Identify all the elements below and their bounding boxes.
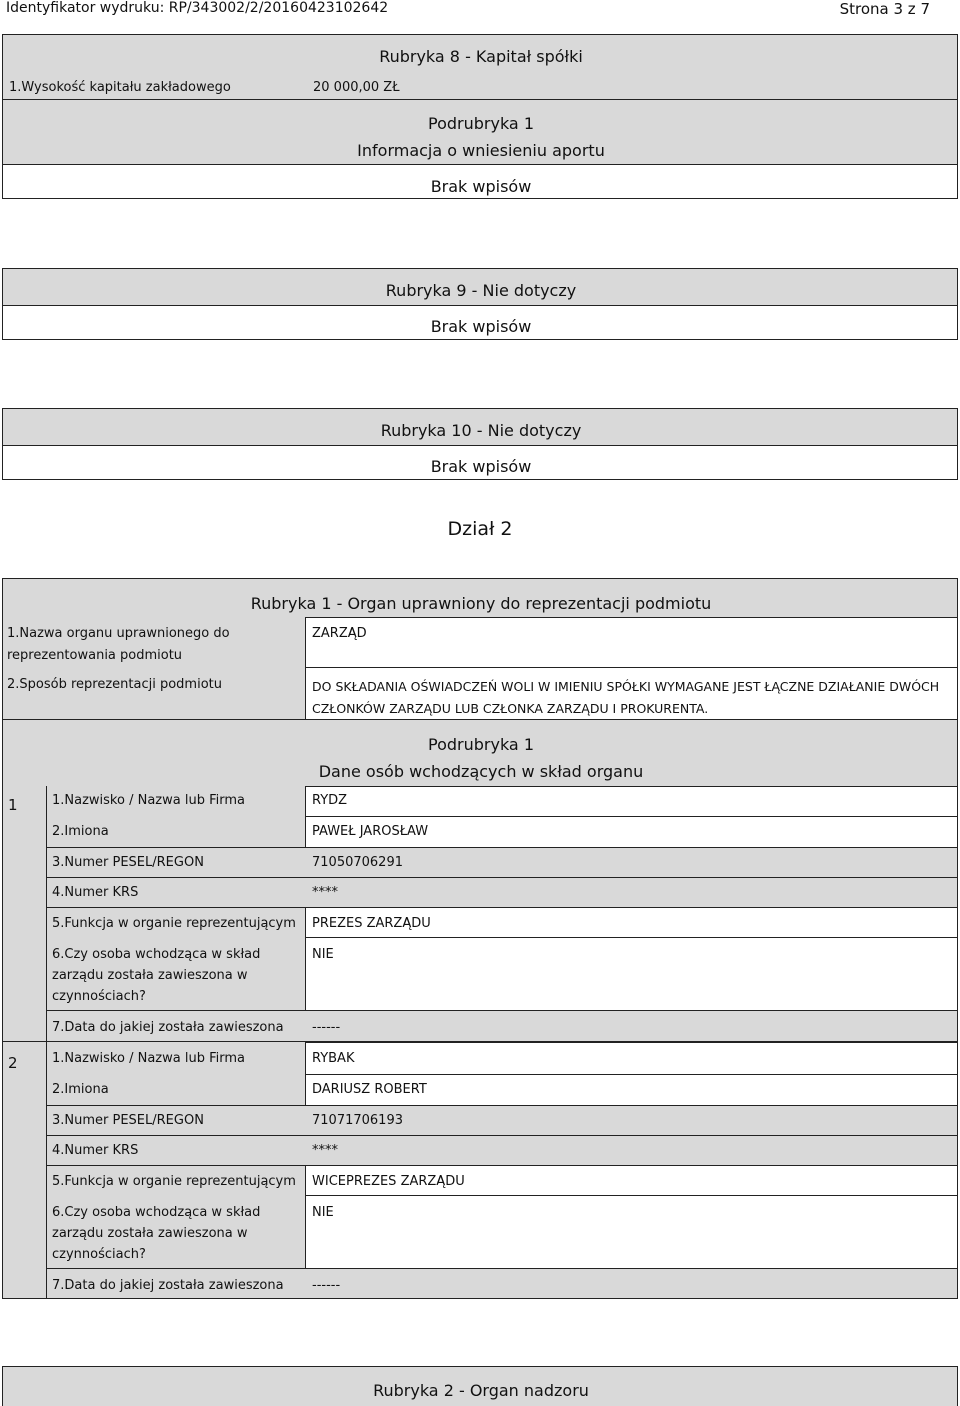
person-value-surname: RYBAK bbox=[312, 1051, 355, 1066]
aport-subrubric-title: Podrubryka 1 bbox=[428, 114, 534, 133]
representation-method-value: DO SKŁADANIA OŚWIADCZEŃ WOLI W IMIENIU SPÓŁKI WYMAGANE JEST ŁĄCZNE DZIAŁANIE DWÓCH CZŁONKÓW ZARZĄDU LUB CZŁONKA ZARZĄDU I PROKURENTA. bbox=[312, 679, 940, 716]
person-value-surname: RYDZ bbox=[312, 793, 348, 808]
capital-label: 1.Wysokość kapitału zakładowego bbox=[9, 80, 231, 95]
rubryka10-title: Rubryka 10 - Nie dotyczy bbox=[380, 421, 582, 440]
organ-name-value: ZARZĄD bbox=[312, 626, 367, 641]
person-label-suspended-date: 7.Data do jakiej została zawieszona bbox=[52, 1020, 284, 1035]
person-number: 2 bbox=[8, 1054, 18, 1072]
person-label-suspended: 6.Czy osoba wchodząca w skład zarządu została zawieszona w czynnościach? bbox=[52, 947, 261, 1004]
person-value-box bbox=[305, 786, 958, 817]
dzial-title: Dział 2 bbox=[447, 518, 513, 540]
person-value-box bbox=[305, 1195, 958, 1269]
person-label-suspended-date: 7.Data do jakiej została zawieszona bbox=[52, 1278, 284, 1293]
rubryka2-header bbox=[2, 1366, 958, 1406]
aport-empty-text: Brak wpisów bbox=[430, 177, 532, 196]
person-value-suspended: NIE bbox=[312, 1205, 334, 1220]
person-number: 1 bbox=[8, 796, 18, 814]
rubryka8-box bbox=[2, 34, 958, 100]
rubryka10-empty-text: Brak wpisów bbox=[430, 457, 532, 476]
person-row-border bbox=[46, 877, 958, 908]
print-identifier: Identyfikator wydruku: RP/343002/2/20160423102642 bbox=[6, 0, 389, 16]
capital-value: 20 000,00 ZŁ bbox=[313, 80, 400, 95]
rubryka9-header bbox=[2, 268, 958, 306]
person-value-pesel: 71071706193 bbox=[312, 1113, 403, 1128]
person-value-suspended-date: ------ bbox=[312, 1278, 341, 1293]
person-value-box bbox=[305, 937, 958, 1011]
person-value-names: DARIUSZ ROBERT bbox=[312, 1082, 427, 1097]
person-value-suspended-date: ------ bbox=[312, 1020, 341, 1035]
person-label-function: 5.Funkcja w organie reprezentującym bbox=[52, 1174, 296, 1189]
person-value-krs: **** bbox=[312, 885, 338, 900]
person-label-names: 2.Imiona bbox=[52, 824, 109, 839]
aport-empty-box bbox=[2, 164, 958, 199]
representation-method-label: 2.Sposób reprezentacji podmiotu bbox=[7, 677, 222, 692]
aport-subrubric-header bbox=[2, 99, 958, 165]
person-value-box bbox=[305, 1042, 958, 1075]
rubryka8-title: Rubryka 8 - Kapitał spółki bbox=[379, 47, 583, 66]
person-label-pesel: 3.Numer PESEL/REGON bbox=[52, 1113, 204, 1128]
person-value-suspended: NIE bbox=[312, 947, 334, 962]
rubryka10-empty-box bbox=[2, 445, 958, 480]
person-label-surname: 1.Nazwisko / Nazwa lub Firma bbox=[52, 793, 245, 808]
person-label-krs: 4.Numer KRS bbox=[52, 1143, 139, 1158]
person-label-surname: 1.Nazwisko / Nazwa lub Firma bbox=[52, 1051, 245, 1066]
person-label-suspended: 6.Czy osoba wchodząca w skład zarządu została zawieszona w czynnościach? bbox=[52, 1205, 261, 1262]
person-value-krs: **** bbox=[312, 1143, 338, 1158]
persons-subrubric-title: Podrubryka 1 bbox=[428, 735, 534, 754]
rubryka2-title: Rubryka 2 - Organ nadzoru bbox=[373, 1381, 589, 1400]
person-value-function: WICEPREZES ZARZĄDU bbox=[312, 1174, 465, 1189]
organ-name-label: 1.Nazwa organu uprawnionego do reprezentowania podmiotu bbox=[7, 626, 230, 663]
person-label-function: 5.Funkcja w organie reprezentującym bbox=[52, 916, 296, 931]
organ-name-value-box bbox=[305, 617, 958, 668]
person-row-border bbox=[46, 1135, 958, 1166]
rubryka9-empty-text: Brak wpisów bbox=[430, 317, 532, 336]
rubryka9-title: Rubryka 9 - Nie dotyczy bbox=[385, 281, 577, 300]
person-value-names: PAWEŁ JAROSŁAW bbox=[312, 824, 429, 839]
person-value-function: PREZES ZARZĄDU bbox=[312, 916, 431, 931]
persons-subrubric-subtitle: Dane osób wchodzących w skład organu bbox=[318, 762, 644, 781]
person-label-names: 2.Imiona bbox=[52, 1082, 109, 1097]
aport-subrubric-subtitle: Informacja o wniesieniu aportu bbox=[357, 141, 605, 160]
page-number: Strona 3 z 7 bbox=[839, 0, 930, 18]
representation-method-value-box bbox=[305, 667, 958, 720]
rubryka10-header bbox=[2, 408, 958, 446]
person-value-pesel: 71050706291 bbox=[312, 855, 403, 870]
rubryka9-empty-box bbox=[2, 305, 958, 340]
person-label-pesel: 3.Numer PESEL/REGON bbox=[52, 855, 204, 870]
rubryka1-title: Rubryka 1 - Organ uprawniony do reprezentacji podmiotu bbox=[250, 594, 712, 613]
person-label-krs: 4.Numer KRS bbox=[52, 885, 139, 900]
